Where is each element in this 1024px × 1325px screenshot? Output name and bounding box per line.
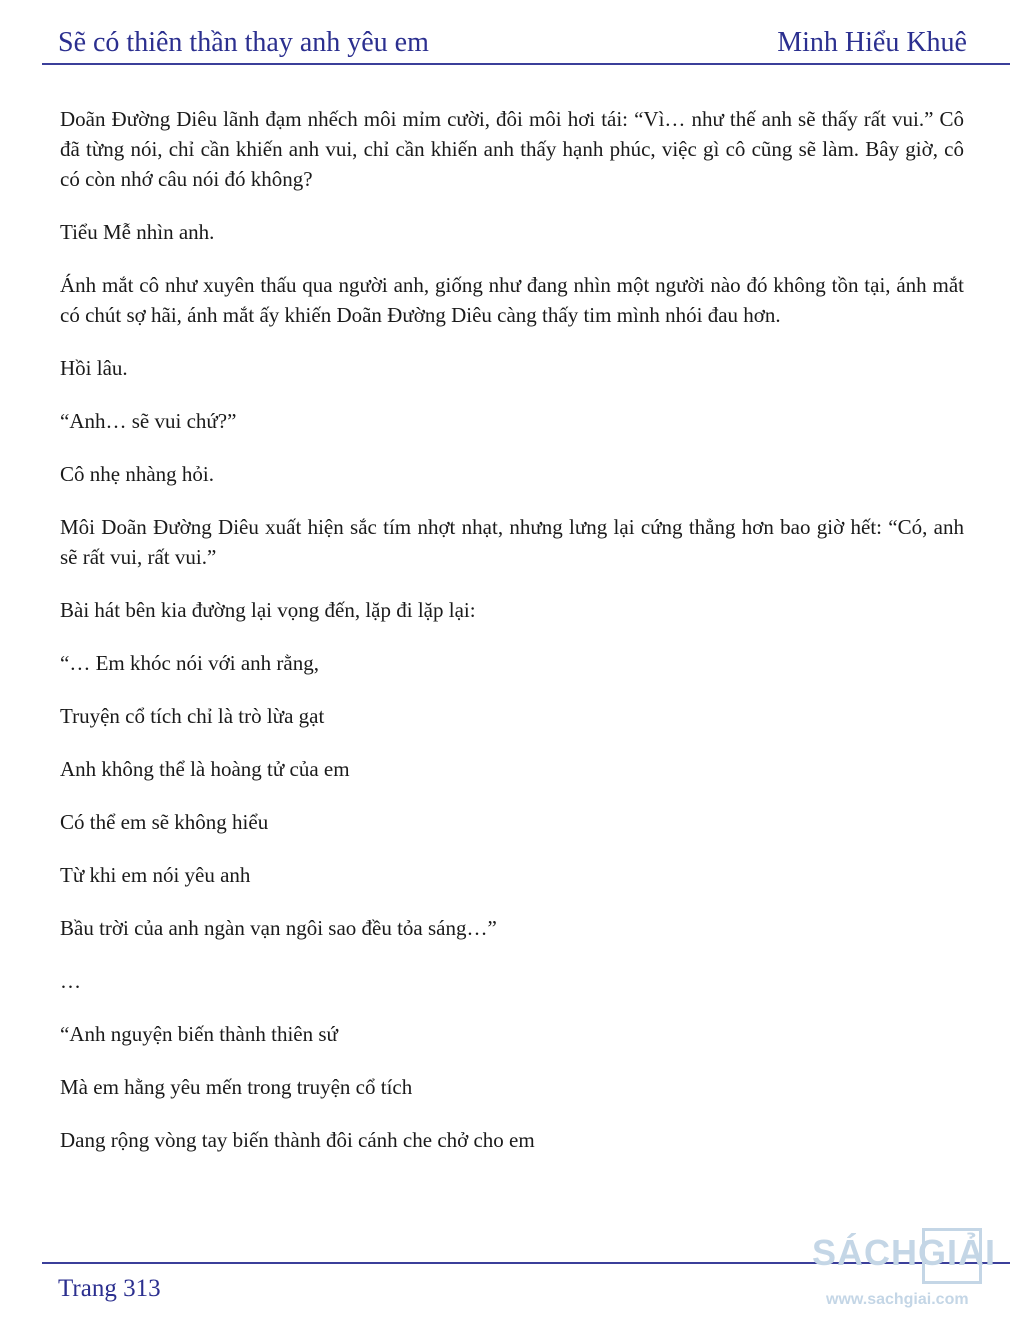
- paragraph: “… Em khóc nói với anh rằng,: [60, 651, 319, 675]
- paragraph: Truyện cổ tích chỉ là trò lừa gạt: [60, 704, 325, 728]
- paragraph: Môi Doãn Đường Diêu xuất hiện sắc tím nhợt nhạt, nhưng lưng lại cứng thẳng hơn bao giờ hết: “Có, anh sẽ rất vui, rất vui.”: [60, 515, 964, 569]
- paragraph: Có thể em sẽ không hiểu: [60, 810, 269, 834]
- page-header: [58, 22, 967, 62]
- header-divider: [42, 63, 1010, 65]
- paragraph: Ánh mắt cô như xuyên thấu qua người anh, giống như đang nhìn một người nào đó không tồn tại, ánh mắt có chút sợ hãi, ánh mắt ấy khiến Doãn Đường Diêu càng thấy tim mình nhói đau hơn.: [60, 273, 964, 327]
- paragraph: Hồi lâu.: [60, 356, 128, 380]
- paragraph: Doãn Đường Diêu lãnh đạm nhếch môi mỉm cười, đôi môi hơi tái: “Vì… như thế anh sẽ thấy rất vui.” Cô đã từng nói, chỉ cần khiến anh vui, chỉ cần khiến anh thấy hạnh phúc, việc gì cô cũng sẽ làm. Bây giờ, cô có còn nhớ câu nói đó không?: [60, 107, 964, 191]
- paragraph: Tiểu Mễ nhìn anh.: [60, 220, 215, 244]
- watermark-logo: [812, 1228, 1018, 1320]
- page-number: Trang 313: [58, 1275, 161, 1302]
- paragraph: …: [60, 969, 81, 993]
- paragraph: “Anh nguyện biến thành thiên sứ: [60, 1022, 338, 1046]
- watermark-brand: SÁCHGIẢI: [812, 1232, 997, 1273]
- paragraph: Bầu trời của anh ngàn vạn ngôi sao đều tỏa sáng…”: [60, 916, 497, 940]
- paragraph: Cô nhẹ nhàng hỏi.: [60, 462, 214, 486]
- paragraph: Dang rộng vòng tay biến thành đôi cánh che chở cho em: [60, 1128, 535, 1152]
- watermark-url: www.sachgiai.com: [826, 1291, 969, 1308]
- book-author: Minh Hiểu Khuê: [777, 27, 967, 58]
- paragraph: Anh không thể là hoàng tử của em: [60, 757, 350, 781]
- book-title: Sẽ có thiên thần thay anh yêu em: [58, 27, 429, 58]
- paragraph: Từ khi em nói yêu anh: [60, 863, 251, 887]
- paragraph: “Anh… sẽ vui chứ?”: [60, 409, 237, 433]
- paragraph: Mà em hằng yêu mến trong truyện cổ tích: [60, 1075, 413, 1099]
- page-body: [60, 104, 964, 1178]
- paragraph: Bài hát bên kia đường lại vọng đến, lặp đi lặp lại:: [60, 598, 476, 622]
